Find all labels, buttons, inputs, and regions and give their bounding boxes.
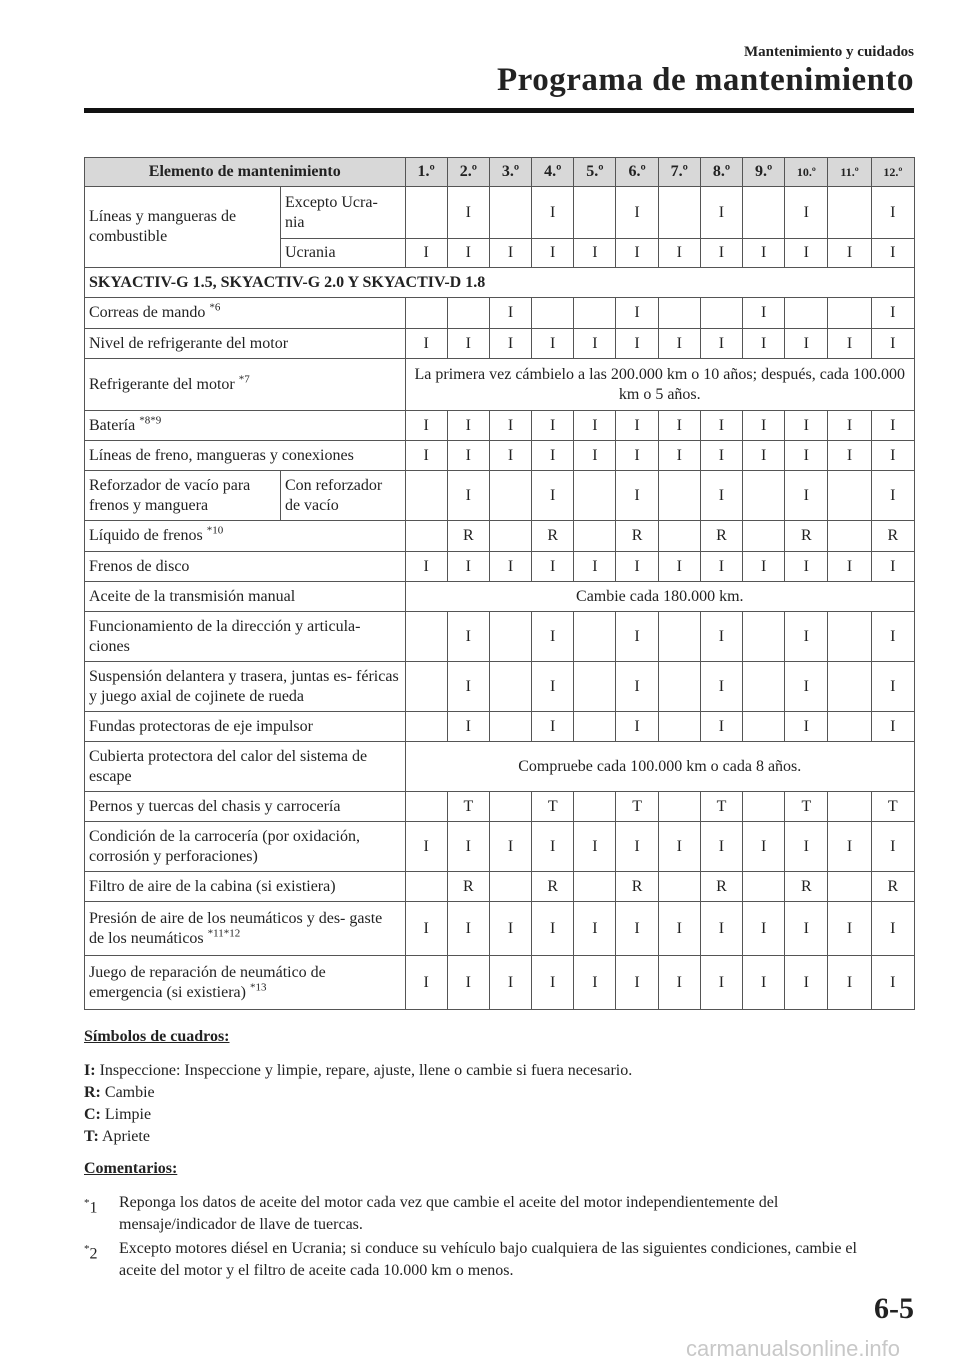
table-cell [828, 298, 871, 329]
interval-mark: I [743, 902, 785, 956]
table-row [85, 298, 915, 329]
interval-mark: I [743, 329, 785, 359]
interval-mark: I [447, 956, 489, 1010]
interval-mark: I [532, 411, 574, 441]
interval-header: 10.º [785, 158, 828, 187]
table-cell [743, 521, 785, 552]
table-cell [574, 187, 616, 239]
interval-mark: I [532, 471, 574, 521]
item-label: Batería $^{*8*9}$ [85, 411, 406, 441]
interval-mark: I [871, 956, 914, 1010]
interval-mark: R [700, 872, 742, 902]
interval-mark: T [447, 792, 489, 822]
item-label: Filtro de aire de la cabina (si existiera) [85, 872, 406, 902]
table-row [85, 822, 915, 872]
table-row [85, 411, 915, 441]
interval-mark: I [616, 329, 658, 359]
item-label: Juego de reparación de neumático de emergencia (si existiera) $^{*13}$ [85, 956, 406, 1010]
interval-mark: I [616, 712, 658, 742]
item-label: Correas de mando $^{*6}$ [85, 298, 406, 329]
interval-mark: I [405, 441, 447, 471]
interval-mark: I [405, 552, 447, 582]
interval-mark: I [785, 411, 828, 441]
table-cell [489, 471, 531, 521]
table-cell [489, 662, 531, 712]
interval-mark: R [447, 521, 489, 552]
table-cell [574, 792, 616, 822]
interval-mark: I [871, 552, 914, 582]
item-label: Reforzador de vacío para frenos y manguera [85, 471, 281, 521]
interval-mark: I [405, 956, 447, 1010]
interval-mark: I [785, 329, 828, 359]
symbol-item: T: Apriete [84, 1128, 150, 1145]
item-label: Líneas de freno, mangueras y conexiones [85, 441, 406, 471]
symbols-list [84, 1060, 632, 1148]
interval-mark: I [616, 239, 658, 268]
page-title: Programa de mantenimiento [497, 62, 914, 98]
interval-mark: I [828, 329, 871, 359]
item-label: Fundas protectoras de eje impulsor [85, 712, 406, 742]
item-sublabel: Con reforzador de vacío [280, 471, 405, 521]
interval-mark: R [616, 521, 658, 552]
section-row-title: SKYACTIV-G 1.5, SKYACTIV-G 2.0 Y SKYACTIV-D 1.8 [85, 268, 915, 298]
interval-mark: I [532, 329, 574, 359]
interval-mark: I [616, 956, 658, 1010]
table-cell [574, 662, 616, 712]
interval-mark: I [574, 552, 616, 582]
interval-mark: R [871, 872, 914, 902]
interval-mark: I [405, 329, 447, 359]
interval-mark: I [871, 471, 914, 521]
interval-header: 12.º [871, 158, 914, 187]
interval-mark: I [616, 471, 658, 521]
interval-mark: I [785, 441, 828, 471]
interval-mark: I [785, 239, 828, 268]
interval-mark: I [447, 239, 489, 268]
table-cell [574, 471, 616, 521]
interval-mark: I [447, 902, 489, 956]
interval-mark: I [489, 239, 531, 268]
table-row [85, 582, 915, 612]
interval-mark: I [700, 329, 742, 359]
item-sublabel: Ucrania [280, 239, 405, 268]
table-cell [828, 662, 871, 712]
table-row [85, 872, 915, 902]
interval-mark: I [700, 552, 742, 582]
table-row [85, 359, 915, 411]
table-cell [405, 471, 447, 521]
interval-mark: I [489, 552, 531, 582]
interval-mark: I [447, 471, 489, 521]
watermark: carmanualsonline.info [685, 1336, 900, 1361]
table-cell [405, 612, 447, 662]
interval-mark: I [447, 329, 489, 359]
symbols-title: Símbolos de cuadros: [84, 1028, 230, 1045]
interval-mark: I [574, 239, 616, 268]
table-row [85, 712, 915, 742]
interval-mark: I [743, 239, 785, 268]
interval-mark: I [785, 822, 828, 872]
table-cell [405, 187, 447, 239]
interval-mark: I [532, 822, 574, 872]
table-cell [489, 187, 531, 239]
interval-mark: I [532, 552, 574, 582]
table-cell [828, 471, 871, 521]
table-cell [658, 298, 700, 329]
interval-mark: I [658, 411, 700, 441]
interval-mark: I [743, 956, 785, 1010]
table-cell [489, 712, 531, 742]
interval-note: Cambie cada 180.000 km. [405, 582, 914, 612]
table-cell [658, 471, 700, 521]
interval-mark: I [871, 441, 914, 471]
table-cell [743, 662, 785, 712]
maintenance-table [84, 157, 915, 1010]
column-header: Elemento de mantenimiento [85, 158, 406, 187]
interval-mark: I [616, 298, 658, 329]
interval-mark: T [532, 792, 574, 822]
table-cell [743, 792, 785, 822]
interval-mark: I [616, 612, 658, 662]
table-cell [828, 521, 871, 552]
interval-mark: I [700, 956, 742, 1010]
table-cell [743, 712, 785, 742]
comments-title: Comentarios: [84, 1160, 178, 1177]
interval-mark: I [616, 822, 658, 872]
table-cell [405, 298, 447, 329]
interval-mark: I [489, 441, 531, 471]
item-label: Suspensión delantera y trasera, juntas es- féricas y juego axial de cojinete de rueda [85, 662, 406, 712]
item-label: Cubierta protectora del calor del sistema de escape [85, 742, 406, 792]
interval-header: 5.º [574, 158, 616, 187]
interval-mark: I [700, 411, 742, 441]
interval-mark: I [785, 712, 828, 742]
table-cell [447, 298, 489, 329]
interval-mark: I [447, 822, 489, 872]
interval-header: 6.º [616, 158, 658, 187]
interval-mark: I [447, 187, 489, 239]
interval-mark: I [828, 552, 871, 582]
table-cell [489, 612, 531, 662]
interval-header: 3.º [489, 158, 531, 187]
interval-mark: I [447, 552, 489, 582]
table-cell [489, 792, 531, 822]
interval-mark: I [785, 471, 828, 521]
table-cell [574, 712, 616, 742]
table-cell [785, 298, 828, 329]
interval-mark: I [743, 822, 785, 872]
interval-mark: I [871, 411, 914, 441]
table-cell [658, 662, 700, 712]
table-header-row [85, 158, 915, 187]
table-cell [658, 872, 700, 902]
table-cell [405, 872, 447, 902]
item-sublabel: Excepto Ucra- nia [280, 187, 405, 239]
interval-mark: I [489, 411, 531, 441]
table-cell [658, 612, 700, 662]
table-cell [828, 792, 871, 822]
interval-mark: I [743, 552, 785, 582]
table-cell [574, 872, 616, 902]
interval-mark: I [700, 187, 742, 239]
interval-mark: I [785, 612, 828, 662]
table-cell [574, 521, 616, 552]
table-cell [700, 298, 742, 329]
table-row [85, 521, 915, 552]
interval-mark: I [871, 712, 914, 742]
interval-note: Compruebe cada 100.000 km o cada 8 años. [405, 742, 914, 792]
interval-header: 11.º [828, 158, 871, 187]
interval-mark: I [574, 329, 616, 359]
interval-mark: I [658, 552, 700, 582]
table-cell [828, 712, 871, 742]
interval-mark: I [700, 822, 742, 872]
interval-mark: I [532, 956, 574, 1010]
interval-mark: I [616, 411, 658, 441]
interval-mark: I [828, 956, 871, 1010]
interval-mark: R [785, 521, 828, 552]
header-rule [84, 108, 914, 113]
interval-mark: I [489, 298, 531, 329]
interval-mark: I [871, 902, 914, 956]
table-cell [405, 712, 447, 742]
table-cell [658, 521, 700, 552]
interval-mark: I [658, 902, 700, 956]
interval-mark: I [574, 441, 616, 471]
interval-mark: I [871, 239, 914, 268]
table-row [85, 956, 915, 1010]
table-row [85, 471, 915, 521]
interval-mark: I [574, 822, 616, 872]
interval-mark: I [828, 441, 871, 471]
interval-mark: I [871, 187, 914, 239]
interval-mark: R [532, 521, 574, 552]
interval-mark: I [447, 612, 489, 662]
table-cell [743, 872, 785, 902]
table-cell [405, 792, 447, 822]
interval-mark: I [616, 552, 658, 582]
interval-mark: I [785, 956, 828, 1010]
interval-mark: I [616, 902, 658, 956]
interval-mark: I [658, 329, 700, 359]
table-cell [489, 521, 531, 552]
interval-mark: I [700, 441, 742, 471]
interval-mark: R [871, 521, 914, 552]
interval-mark: I [871, 662, 914, 712]
table-cell [489, 872, 531, 902]
interval-mark: I [447, 712, 489, 742]
interval-header: 2.º [447, 158, 489, 187]
interval-mark: I [574, 411, 616, 441]
interval-mark: I [871, 298, 914, 329]
table-cell [828, 872, 871, 902]
interval-mark: I [743, 411, 785, 441]
interval-mark: I [532, 441, 574, 471]
item-label: Pernos y tuercas del chasis y carrocería [85, 792, 406, 822]
interval-mark: I [871, 612, 914, 662]
interval-mark: I [871, 822, 914, 872]
interval-mark: I [828, 822, 871, 872]
table-cell [658, 187, 700, 239]
item-label: Condición de la carrocería (por oxidación, corrosión y perforaciones) [85, 822, 406, 872]
table-row [85, 742, 915, 792]
item-label: Aceite de la transmisión manual [85, 582, 406, 612]
item-label: Presión de aire de los neumáticos y des- gaste de los neumáticos $^{*11*12}$ [85, 902, 406, 956]
page-number: 6-5 [874, 1292, 914, 1325]
interval-mark: I [828, 239, 871, 268]
interval-header: 4.º [532, 158, 574, 187]
table-cell [658, 712, 700, 742]
interval-header: 1.º [405, 158, 447, 187]
interval-mark: I [828, 902, 871, 956]
interval-mark: I [574, 956, 616, 1010]
interval-mark: T [700, 792, 742, 822]
interval-mark: I [447, 441, 489, 471]
interval-note: La primera vez cámbielo a las 200.000 km o 10 años; después, cada 100.000 km o 5 años. [405, 359, 914, 411]
interval-mark: I [700, 471, 742, 521]
interval-mark: I [489, 329, 531, 359]
interval-mark: I [785, 552, 828, 582]
item-label: Nivel de refrigerante del motor [85, 329, 406, 359]
table-cell [405, 662, 447, 712]
table-row [85, 268, 915, 298]
interval-mark: R [616, 872, 658, 902]
interval-mark: I [532, 712, 574, 742]
symbol-item: C: Limpie [84, 1106, 152, 1123]
interval-mark: I [405, 902, 447, 956]
table-cell [828, 187, 871, 239]
interval-mark: R [447, 872, 489, 902]
interval-mark: I [489, 902, 531, 956]
interval-header: 7.º [658, 158, 700, 187]
interval-mark: I [785, 187, 828, 239]
interval-mark: T [785, 792, 828, 822]
interval-mark: I [405, 822, 447, 872]
interval-mark: I [785, 902, 828, 956]
item-label: Líneas y mangueras de combustible [85, 187, 281, 268]
table-row [85, 662, 915, 712]
item-label: Funcionamiento de la dirección y articula- ciones [85, 612, 406, 662]
interval-mark: I [532, 902, 574, 956]
interval-mark: R [532, 872, 574, 902]
table-cell [574, 298, 616, 329]
interval-mark: I [532, 662, 574, 712]
table-cell [574, 612, 616, 662]
table-row [85, 329, 915, 359]
table-cell [743, 471, 785, 521]
comment-item: *2 Excepto motores diésel en Ucrania; si conduce su vehículo bajo cualquiera de las siguientes condiciones, cambie el aceite del motor y el filtro de aceite cada 10.000 km o menos. [84, 1240, 857, 1279]
interval-mark: I [700, 712, 742, 742]
interval-mark: I [405, 239, 447, 268]
interval-mark: I [700, 612, 742, 662]
interval-mark: I [658, 239, 700, 268]
table-cell [532, 298, 574, 329]
interval-header: 8.º [700, 158, 742, 187]
interval-mark: I [785, 662, 828, 712]
table-row [85, 612, 915, 662]
item-label: Líquido de frenos $^{*10}$ [85, 521, 406, 552]
table-cell [828, 612, 871, 662]
interval-mark: I [616, 187, 658, 239]
table-cell [405, 521, 447, 552]
interval-mark: I [658, 822, 700, 872]
interval-mark: I [405, 411, 447, 441]
table-cell [743, 612, 785, 662]
interval-mark: I [828, 411, 871, 441]
interval-mark: I [658, 441, 700, 471]
symbol-item: I: Inspeccione: Inspeccione y limpie, repare, ajuste, llene o cambie si fuera necesario. [84, 1062, 633, 1079]
interval-mark: I [743, 298, 785, 329]
interval-mark: I [616, 441, 658, 471]
table-row [85, 187, 915, 239]
interval-mark: I [700, 239, 742, 268]
interval-mark: I [700, 662, 742, 712]
table-cell [658, 792, 700, 822]
interval-mark: I [658, 956, 700, 1010]
interval-mark: R [700, 521, 742, 552]
table-cell [743, 187, 785, 239]
interval-mark: I [700, 902, 742, 956]
symbol-item: R: Cambie [84, 1084, 155, 1101]
table-row [85, 441, 915, 471]
interval-mark: R [785, 872, 828, 902]
interval-mark: I [616, 662, 658, 712]
interval-mark: I [871, 329, 914, 359]
interval-mark: I [532, 187, 574, 239]
section-title: Mantenimiento y cuidados [743, 44, 914, 60]
table-row [85, 552, 915, 582]
interval-mark: I [489, 822, 531, 872]
interval-header: 9.º [743, 158, 785, 187]
interval-mark: I [489, 956, 531, 1010]
comment-item: *1 Reponga los datos de aceite del motor cada vez que cambie el aceite del motor independientemente del mensaje/indicador de llave de tuercas. [84, 1194, 779, 1233]
interval-mark: I [574, 902, 616, 956]
interval-mark: I [532, 239, 574, 268]
interval-mark: I [532, 612, 574, 662]
table-row [85, 902, 915, 956]
interval-mark: I [447, 662, 489, 712]
item-label: Frenos de disco [85, 552, 406, 582]
interval-mark: T [616, 792, 658, 822]
item-label: Refrigerante del motor $^{*7}$ [85, 359, 406, 411]
interval-mark: T [871, 792, 914, 822]
interval-mark: I [447, 411, 489, 441]
table-row [85, 792, 915, 822]
interval-mark: I [743, 441, 785, 471]
